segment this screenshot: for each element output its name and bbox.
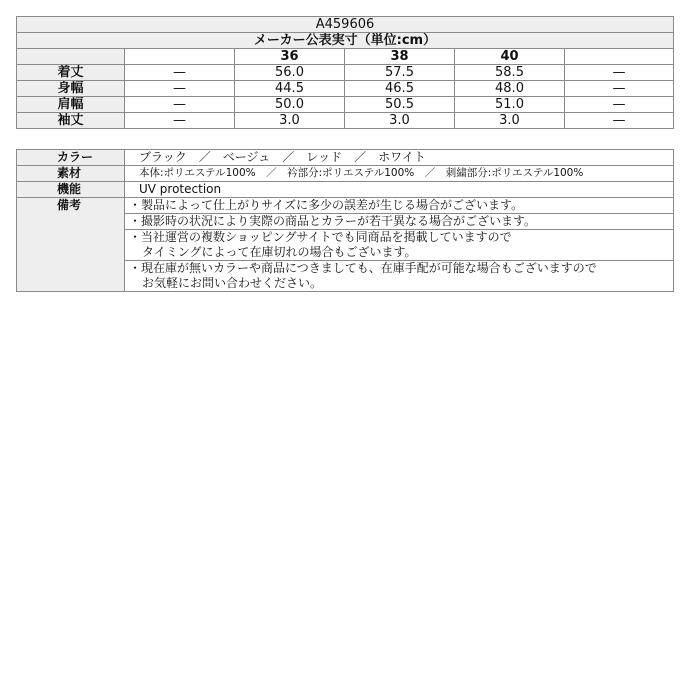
table-cell: —: [125, 65, 235, 81]
product-info-table: [16, 149, 674, 292]
note-item: [125, 198, 674, 214]
table-cell: —: [125, 81, 235, 97]
table-cell: 3.0: [345, 113, 455, 129]
table-cell: 44.5: [235, 81, 345, 97]
material-label: 素材: [17, 166, 125, 182]
table-cell: 58.5: [455, 65, 565, 81]
table-cell: 50.5: [345, 97, 455, 113]
size-table-subtitle: メーカー公表実寸（単位:cm）: [17, 33, 674, 49]
table-cell: 3.0: [455, 113, 565, 129]
notes-label: 備考: [17, 198, 125, 292]
material-value: 本体:ポリエステル100% ／ 衿部分:ポリエステル100% ／ 刺繍部分:ポリエステル100%: [125, 166, 674, 182]
table-cell: —: [125, 113, 235, 129]
table-row: [17, 113, 674, 129]
table-cell: 3.0: [235, 113, 345, 129]
function-label: 機能: [17, 182, 125, 198]
table-cell: 57.5: [345, 65, 455, 81]
color-value: ブラック ／ ベージュ ／ レッド ／ ホワイト: [125, 150, 674, 166]
note-line: ・撮影時の状況により実際の商品とカラーが若干異なる場合がございます。: [129, 214, 537, 228]
table-cell: 46.5: [345, 81, 455, 97]
size-header-row: [17, 49, 674, 65]
row-label-length: 着丈: [17, 65, 125, 81]
row-label-shoulder: 肩幅: [17, 97, 125, 113]
function-value: UV protection: [125, 182, 674, 198]
note-line: ・製品によって仕上がりサイズに多少の誤差が生じる場合がございます。: [129, 198, 524, 212]
size-header-blank: [125, 49, 235, 65]
note-item: [125, 214, 674, 230]
table-cell: 51.0: [455, 97, 565, 113]
table-cell: —: [565, 97, 674, 113]
note-line: ・現在庫が無いカラーや商品につきましても、在庫手配が可能な場合もございますので: [129, 261, 597, 275]
size-header-blank: [17, 49, 125, 65]
table-row: [17, 97, 674, 113]
table-cell: —: [565, 65, 674, 81]
table-row: [17, 81, 674, 97]
table-cell: —: [125, 97, 235, 113]
note-item: [125, 261, 674, 292]
table-cell: 56.0: [235, 65, 345, 81]
size-header-40: 40: [455, 49, 565, 65]
table-cell: 48.0: [455, 81, 565, 97]
note-line: ・当社運営の複数ショッピングサイトでも同商品を掲載していますので: [129, 230, 512, 244]
size-header-blank: [565, 49, 674, 65]
size-header-36: 36: [235, 49, 345, 65]
table-cell: —: [565, 81, 674, 97]
product-code: A459606: [17, 17, 674, 33]
table-cell: —: [565, 113, 674, 129]
table-row: [17, 65, 674, 81]
row-label-sleeve: 袖丈: [17, 113, 125, 129]
color-label: カラー: [17, 150, 125, 166]
note-line-continued: お気軽にお問い合わせください。: [142, 276, 323, 290]
size-header-38: 38: [345, 49, 455, 65]
note-item: [125, 230, 674, 261]
row-label-width: 身幅: [17, 81, 125, 97]
size-table: [16, 16, 674, 129]
table-cell: 50.0: [235, 97, 345, 113]
note-line-continued: タイミングによって在庫切れの場合もございます。: [142, 245, 417, 259]
